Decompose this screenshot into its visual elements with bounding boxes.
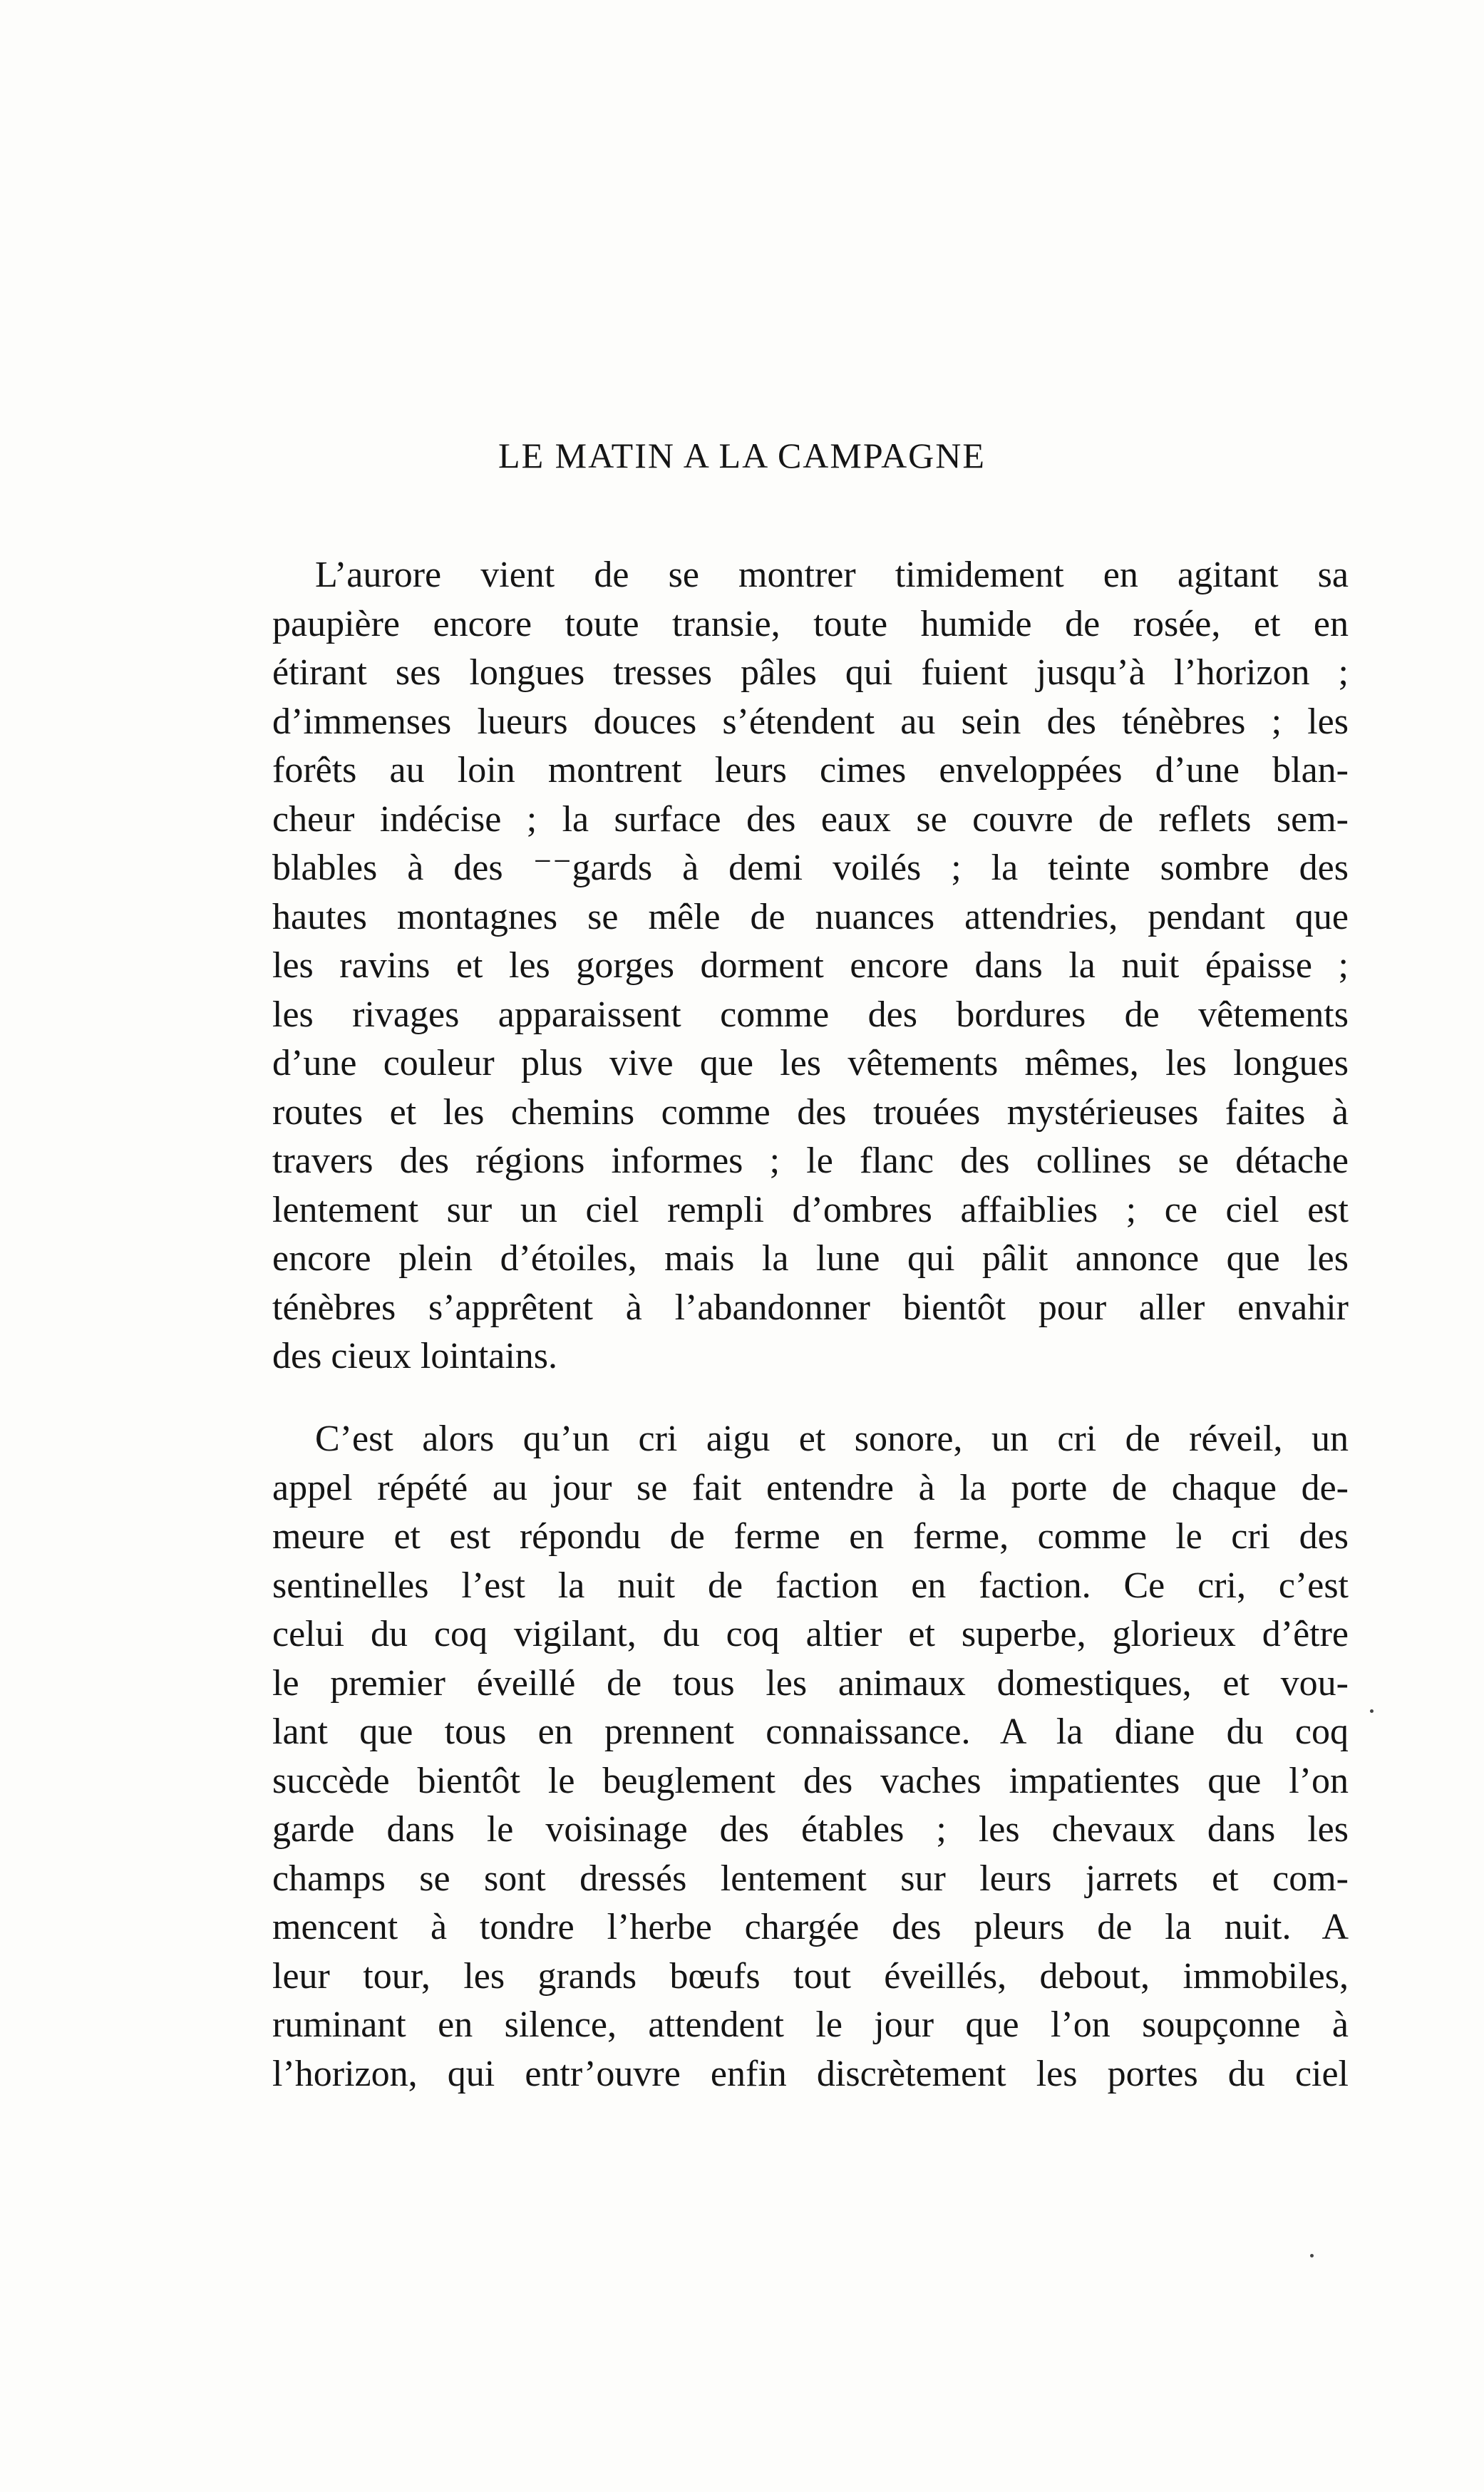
text-line: le premier éveillé de tous les animaux domestiques, et vou- — [272, 1662, 1349, 1704]
text-line: ténèbres s’apprêtent à l’abandonner bientôt pour aller envahir — [272, 1287, 1349, 1328]
text-line: des cieux lointains. — [272, 1336, 558, 1376]
print-speck — [1310, 2254, 1314, 2257]
text-line: lentement sur un ciel rempli d’ombres affaiblies ; ce ciel est — [272, 1189, 1349, 1230]
text-line: blables à des ⁻⁻gards à demi voilés ; la teinte sombre des — [272, 848, 1349, 888]
text-line: d’immenses lueurs douces s’étendent au sein des ténèbres ; les — [272, 701, 1349, 742]
text-line: l’horizon, qui entr’ouvre enfin discrètement les portes du ciel — [272, 2053, 1349, 2094]
text-line: cheur indécise ; la surface des eaux se couvre de reflets sem- — [272, 798, 1349, 840]
text-line: C’est alors qu’un cri aigu et sonore, un cri de réveil, un — [315, 1419, 1349, 1459]
paragraph-2 — [272, 1415, 1349, 2099]
text-line: les rivages apparaissent comme des bordures de vêtements — [272, 994, 1349, 1035]
chapter-title: LE MATIN A LA CAMPAGNE — [498, 436, 986, 475]
text-line: champs se sont dressés lentement sur leurs jarrets et com- — [272, 1858, 1349, 1899]
text-line: d’une couleur plus vive que les vêtements mêmes, les longues — [272, 1043, 1349, 1083]
text-line: appel répété au jour se fait entendre à la porte de chaque de- — [272, 1467, 1349, 1508]
text-line: celui du coq vigilant, du coq altier et superbe, glorieux d’être — [272, 1614, 1349, 1654]
text-line: les ravins et les gorges dorment encore dans la nuit épaisse ; — [272, 945, 1349, 986]
text-line: mencent à tondre l’herbe chargée des pleurs de la nuit. A — [272, 1907, 1349, 1947]
text-line: meure et est répondu de ferme en ferme, comme le cri des — [272, 1516, 1349, 1557]
text-line: paupière encore toute transie, toute humide de rosée, et en — [272, 603, 1349, 644]
text-line: hautes montagnes se mêle de nuances attendries, pendant que — [272, 896, 1349, 937]
text-line: ruminant en silence, attendent le jour que l’on soupçonne à — [272, 2004, 1349, 2045]
text-line: étirant ses longues tresses pâles qui fuient jusqu’à l’horizon ; — [272, 652, 1349, 693]
print-speck — [1370, 1709, 1374, 1713]
text-line: travers des régions informes ; le flanc des collines se détache — [272, 1141, 1349, 1181]
text-line: leur tour, les grands bœufs tout éveillés, debout, immobiles, — [272, 1955, 1349, 1997]
paragraph-1 — [272, 551, 1349, 1381]
text-line: encore plein d’étoiles, mais la lune qui pâlit annonce que les — [272, 1238, 1349, 1279]
text-line: succède bientôt le beuglement des vaches impatientes que l’on — [272, 1760, 1349, 1801]
text-line: lant que tous en prennent connaissance. A la diane du coq — [272, 1711, 1349, 1752]
text-line: forêts au loin montrent leurs cimes enveloppées d’une blan- — [272, 750, 1349, 791]
text-line: routes et les chemins comme des trouées mystérieuses faites à — [272, 1091, 1349, 1133]
text-line: garde dans le voisinage des étables ; les chevaux dans les — [272, 1809, 1349, 1850]
text-line: L’aurore vient de se montrer timidement en agitant sa — [315, 555, 1349, 595]
text-line: sentinelles l’est la nuit de faction en faction. Ce cri, c’est — [272, 1565, 1349, 1606]
